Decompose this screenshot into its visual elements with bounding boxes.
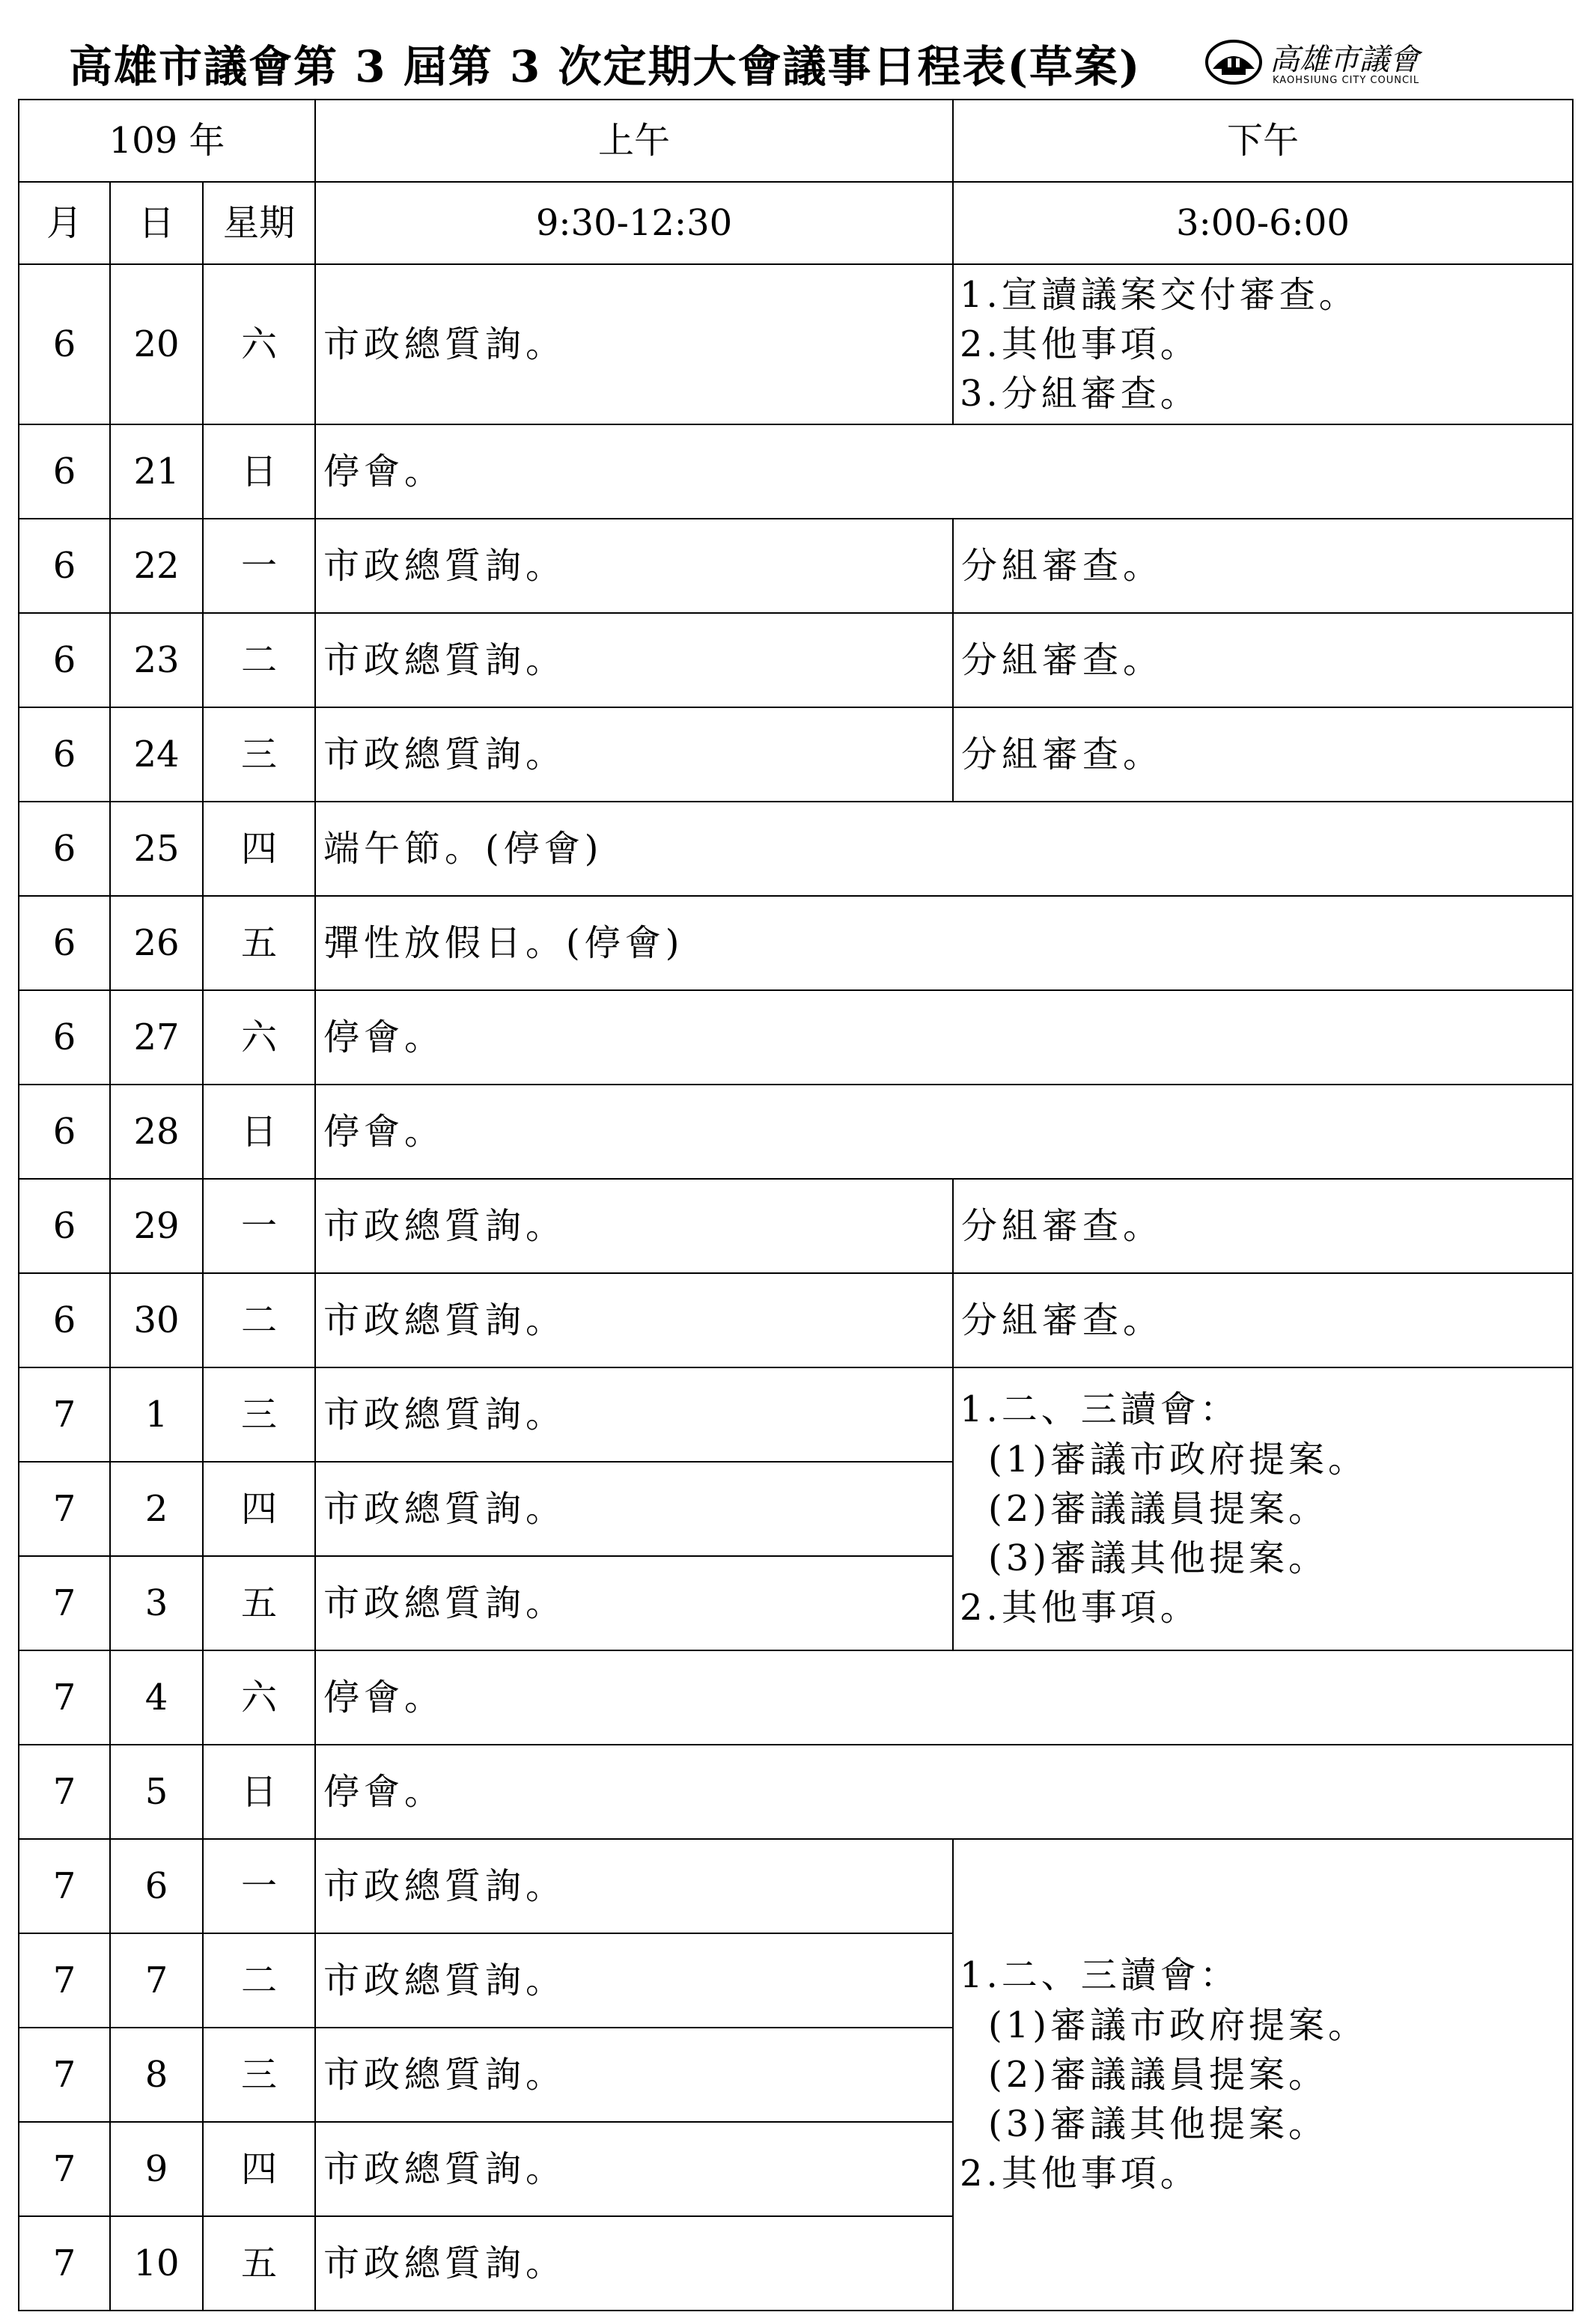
weekday-cell: 六 bbox=[203, 264, 315, 424]
council-logo bbox=[1205, 36, 1460, 93]
day-cell: 20 bbox=[110, 264, 203, 424]
agenda-line: (1)審議市政府提案。 bbox=[988, 1438, 1368, 1480]
logo-english-name: KAOHSIUNG CITY COUNCIL bbox=[1273, 75, 1420, 86]
day-cell: 25 bbox=[110, 802, 203, 896]
afternoon-agenda: 分組審查。 bbox=[953, 1179, 1573, 1273]
afternoon-agenda-merged bbox=[953, 1839, 1573, 2311]
morning-agenda: 市政總質詢。 bbox=[315, 2216, 953, 2311]
month-cell: 6 bbox=[19, 1273, 110, 1367]
day-cell: 7 bbox=[110, 1933, 203, 2028]
month-cell: 7 bbox=[19, 1933, 110, 2028]
month-cell: 7 bbox=[19, 1650, 110, 1745]
weekday-cell: 二 bbox=[203, 1933, 315, 2028]
day-header: 日 bbox=[110, 182, 203, 264]
table-row bbox=[19, 1085, 1573, 1179]
month-cell: 6 bbox=[19, 613, 110, 707]
weekday-cell: 五 bbox=[203, 896, 315, 990]
morning-agenda: 市政總質詢。 bbox=[315, 1556, 953, 1650]
table-row bbox=[19, 1273, 1573, 1367]
month-cell: 6 bbox=[19, 990, 110, 1085]
weekday-cell: 二 bbox=[203, 1273, 315, 1367]
month-cell: 7 bbox=[19, 2216, 110, 2311]
afternoon-agenda bbox=[953, 264, 1573, 424]
agenda-line: (3)審議其他提案。 bbox=[988, 1537, 1328, 1580]
month-cell: 6 bbox=[19, 1179, 110, 1273]
weekday-cell: 四 bbox=[203, 2122, 315, 2216]
table-row bbox=[19, 1179, 1573, 1273]
month-cell: 6 bbox=[19, 802, 110, 896]
month-cell: 6 bbox=[19, 1085, 110, 1179]
header-row-columns bbox=[19, 182, 1573, 264]
morning-agenda: 市政總質詢。 bbox=[315, 2122, 953, 2216]
document-title: 高雄市議會第 3 屆第 3 次定期大會議事日程表(草案) bbox=[69, 41, 1142, 92]
afternoon-time: 3:00-6:00 bbox=[953, 182, 1573, 264]
morning-agenda: 市政總質詢。 bbox=[315, 707, 953, 802]
table-row bbox=[19, 613, 1573, 707]
morning-agenda: 市政總質詢。 bbox=[315, 1462, 953, 1556]
day-cell: 8 bbox=[110, 2028, 203, 2122]
logo-name: 高雄市議會 bbox=[1270, 43, 1419, 77]
day-cell: 26 bbox=[110, 896, 203, 990]
day-cell: 4 bbox=[110, 1650, 203, 1745]
day-cell: 21 bbox=[110, 424, 203, 519]
table-row bbox=[19, 1839, 1573, 1933]
day-cell: 1 bbox=[110, 1367, 203, 1462]
month-cell: 7 bbox=[19, 1839, 110, 1933]
morning-agenda: 市政總質詢。 bbox=[315, 264, 953, 424]
month-cell: 6 bbox=[19, 896, 110, 990]
morning-agenda: 市政總質詢。 bbox=[315, 613, 953, 707]
weekday-cell: 四 bbox=[203, 802, 315, 896]
day-cell: 10 bbox=[110, 2216, 203, 2311]
day-cell: 3 bbox=[110, 1556, 203, 1650]
table-row bbox=[19, 802, 1573, 896]
weekday-cell: 日 bbox=[203, 1085, 315, 1179]
month-cell: 7 bbox=[19, 2028, 110, 2122]
morning-agenda: 市政總質詢。 bbox=[315, 1839, 953, 1933]
day-cell: 23 bbox=[110, 613, 203, 707]
afternoon-agenda-merged bbox=[953, 1367, 1573, 1650]
weekday-cell: 三 bbox=[203, 2028, 315, 2122]
morning-agenda: 市政總質詢。 bbox=[315, 1179, 953, 1273]
month-cell: 7 bbox=[19, 1367, 110, 1462]
header-row-period bbox=[19, 100, 1573, 182]
weekday-cell: 六 bbox=[203, 1650, 315, 1745]
full-day-agenda: 停會。 bbox=[315, 1650, 1573, 1745]
weekday-cell: 二 bbox=[203, 613, 315, 707]
table-row bbox=[19, 1650, 1573, 1745]
weekday-cell: 日 bbox=[203, 424, 315, 519]
weekday-cell: 六 bbox=[203, 990, 315, 1085]
agenda-line: 2.其他事項。 bbox=[960, 2153, 1200, 2195]
day-cell: 6 bbox=[110, 1839, 203, 1933]
morning-agenda: 市政總質詢。 bbox=[315, 519, 953, 613]
council-emblem-icon bbox=[1205, 39, 1262, 85]
weekday-header: 星期 bbox=[203, 182, 315, 264]
agenda-line: 2.其他事項。 bbox=[960, 1587, 1200, 1629]
afternoon-header: 下午 bbox=[953, 100, 1573, 182]
day-cell: 28 bbox=[110, 1085, 203, 1179]
table-row bbox=[19, 264, 1573, 424]
day-cell: 5 bbox=[110, 1745, 203, 1839]
table-row bbox=[19, 1745, 1573, 1839]
day-cell: 29 bbox=[110, 1179, 203, 1273]
agenda-line: (3)審議其他提案。 bbox=[988, 2103, 1328, 2146]
table-row bbox=[19, 896, 1573, 990]
weekday-cell: 一 bbox=[203, 1179, 315, 1273]
day-cell: 27 bbox=[110, 990, 203, 1085]
year-header: 109 年 bbox=[19, 100, 315, 182]
month-cell: 6 bbox=[19, 519, 110, 613]
morning-agenda: 市政總質詢。 bbox=[315, 1273, 953, 1367]
day-cell: 30 bbox=[110, 1273, 203, 1367]
day-cell: 2 bbox=[110, 1462, 203, 1556]
table-row bbox=[19, 519, 1573, 613]
agenda-line: (2)審議議員提案。 bbox=[988, 2053, 1328, 2096]
full-day-agenda: 停會。 bbox=[315, 990, 1573, 1085]
full-day-agenda: 彈性放假日。(停會) bbox=[315, 896, 1573, 990]
agenda-line: 3.分組審查。 bbox=[960, 373, 1200, 415]
agenda-line: 2.其他事項。 bbox=[960, 323, 1200, 365]
full-day-agenda: 停會。 bbox=[315, 1085, 1573, 1179]
weekday-cell: 一 bbox=[203, 1839, 315, 1933]
document-header bbox=[0, 21, 1590, 103]
month-header: 月 bbox=[19, 182, 110, 264]
full-day-agenda: 端午節。(停會) bbox=[315, 802, 1573, 896]
afternoon-agenda: 分組審查。 bbox=[953, 519, 1573, 613]
day-cell: 24 bbox=[110, 707, 203, 802]
afternoon-agenda: 分組審查。 bbox=[953, 1273, 1573, 1367]
day-cell: 9 bbox=[110, 2122, 203, 2216]
agenda-line: 1.二、三讀會： bbox=[960, 1954, 1240, 1997]
weekday-cell: 日 bbox=[203, 1745, 315, 1839]
month-cell: 6 bbox=[19, 264, 110, 424]
morning-time: 9:30-12:30 bbox=[315, 182, 953, 264]
morning-agenda: 市政總質詢。 bbox=[315, 1367, 953, 1462]
month-cell: 7 bbox=[19, 2122, 110, 2216]
table-row bbox=[19, 707, 1573, 802]
agenda-line: 1.二、三讀會： bbox=[960, 1388, 1240, 1431]
month-cell: 7 bbox=[19, 1462, 110, 1556]
afternoon-agenda: 分組審查。 bbox=[953, 613, 1573, 707]
table-row bbox=[19, 424, 1573, 519]
morning-agenda: 市政總質詢。 bbox=[315, 1933, 953, 2028]
table-row bbox=[19, 990, 1573, 1085]
full-day-agenda: 停會。 bbox=[315, 1745, 1573, 1839]
weekday-cell: 三 bbox=[203, 1367, 315, 1462]
afternoon-agenda: 分組審查。 bbox=[953, 707, 1573, 802]
weekday-cell: 三 bbox=[203, 707, 315, 802]
agenda-line: 1.宣讀議案交付審查。 bbox=[960, 273, 1359, 316]
month-cell: 6 bbox=[19, 707, 110, 802]
month-cell: 7 bbox=[19, 1745, 110, 1839]
table-row bbox=[19, 1367, 1573, 1462]
month-cell: 7 bbox=[19, 1556, 110, 1650]
morning-agenda: 市政總質詢。 bbox=[315, 2028, 953, 2122]
day-cell: 22 bbox=[110, 519, 203, 613]
agenda-line: (2)審議議員提案。 bbox=[988, 1487, 1328, 1530]
weekday-cell: 一 bbox=[203, 519, 315, 613]
schedule-table bbox=[18, 99, 1574, 2311]
agenda-line: (1)審議市政府提案。 bbox=[988, 2004, 1368, 2046]
weekday-cell: 四 bbox=[203, 1462, 315, 1556]
weekday-cell: 五 bbox=[203, 2216, 315, 2311]
full-day-agenda: 停會。 bbox=[315, 424, 1573, 519]
weekday-cell: 五 bbox=[203, 1556, 315, 1650]
morning-header: 上午 bbox=[315, 100, 953, 182]
month-cell: 6 bbox=[19, 424, 110, 519]
